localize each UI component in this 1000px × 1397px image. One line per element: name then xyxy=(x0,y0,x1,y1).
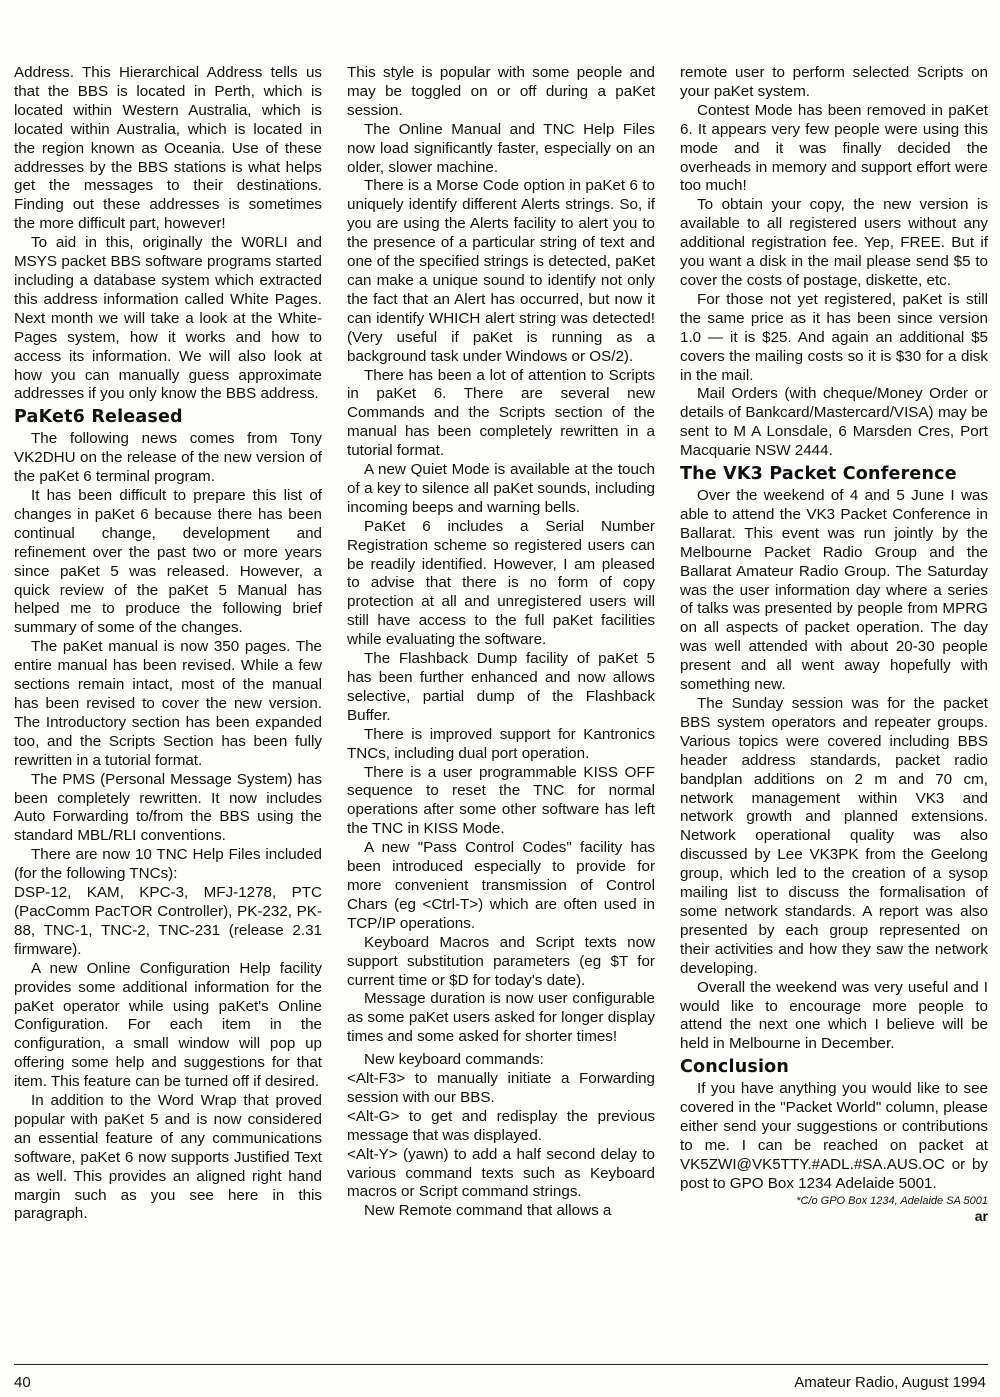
column-2 xyxy=(347,64,655,1221)
paragraph: PaKet 6 includes a Serial Number Registration scheme so registered users can be readily identified. However, I am pleased to advise that there is no form of copy protection at all and unregistered users will still have access to the full paKet facilities while evaluating the software. xyxy=(347,517,655,649)
paragraph: Keyboard Macros and Script texts now support substitution parameters (eg $T for current time or $D for today's date). xyxy=(347,933,655,989)
paragraph: Overall the weekend was very useful and I would like to encourage more people to attend the next one which I believe will be held in Melbourne in December. xyxy=(680,978,988,1053)
publication-info: Amateur Radio, August 1994 xyxy=(794,1374,986,1391)
paragraph: New Remote command that allows a xyxy=(364,1202,612,1220)
author-footnote: *C/o GPO Box 1234, Adelaide SA 5001 xyxy=(796,1194,988,1207)
section-heading-vk3-conference: The VK3 Packet Conference xyxy=(680,464,957,485)
paragraph: A new Quiet Mode is available at the touch of a key to silence all paKet sounds, including incoming beeps and warning bells. xyxy=(347,461,655,516)
paragraph: Address. This Hierarchical Address tells us that the BBS is located in Perth, which is located within Western Australia, which is located within Australia, which is located in the region known as Oceania. Use of these addresses by the BBS stations is what helps get the messages to their destinations. Finding out these addresses is sometimes the more difficult part, however! xyxy=(14,64,322,233)
paragraph: There are now 10 TNC Help Files included (for the following TNCs): xyxy=(14,846,322,883)
end-mark: ar xyxy=(974,1207,988,1224)
paragraph: Contest Mode has been removed in paKet 6. It appears very few people were using this mode and it was finally decided the overheads in memory and support effort were too much! xyxy=(680,101,988,195)
paragraph: The Sunday session was for the packet BBS system operators and repeater groups. Various topics were covered including BBS header address standards, packet radio bandplan additions on 2 m and 70 cm, network management within VK3 and network growth and planned extensions. Network operational quality was also discussed by Lee VK3PK from the Geelong group, which led to the creation of a sysop mailing list to discuss the formalisation of some network standards. A report was also presented by each group represented on their activities and how they saw the network developing. xyxy=(680,695,988,977)
paragraph: <Alt-F3> to manually initiate a Forwarding session with our BBS. xyxy=(347,1070,655,1106)
paragraph: Over the weekend of 4 and 5 June I was able to attend the VK3 Packet Conference in Ballarat. This event was run jointly by the Melbourne Packet Radio Group and the Ballarat Amateur Radio Group. The Saturday was the user information day where a series of talks was presented by people from MPRG on all aspects of packet operation. The day was well attended with about 20-30 people present and all went away hopefully with something new. xyxy=(680,487,988,694)
page-number: 40 xyxy=(14,1374,31,1391)
paragraph: The Flashback Dump facility of paKet 5 has been further enhanced and now allows selective, partial dump of the Flashback Buffer. xyxy=(347,650,655,724)
paragraph: There is a user programmable KISS OFF sequence to reset the TNC for normal operations after some other software has left the TNC in KISS Mode. xyxy=(347,763,655,838)
paragraph: The Online Manual and TNC Help Files now load significantly faster, especially on an older, slower machine. xyxy=(347,120,655,176)
paragraph: This style is popular with some people and may be toggled on or off during a paKet session. xyxy=(347,64,655,119)
footer-rule xyxy=(14,1364,988,1365)
paragraph: A new Online Configuration Help facility provides some additional information for the paKet operator while using paKet's Online Configuration. For each item in the configuration, a small window will pop up offering some help and suggestions for that item. This feature can be turned off if desired. xyxy=(14,959,322,1091)
paragraph: There has been a lot of attention to Scripts in paKet 6. There are several new Commands and the Scripts section of the manual has been completely rewritten in a tutorial format. xyxy=(347,366,655,460)
paragraph: There is a Morse Code option in paKet 6 to uniquely identify different Alerts strings. So, if you are using the Alerts facility to alert you to the presence of a particular string of text and one of the specified strings is detected, paKet can make a unique sound to identify not only the fact that an Alert has occurred, but now it can identify WHICH alert string was detected! (Very useful if paKet is running as a background task under Windows or OS/2). xyxy=(347,177,655,365)
paragraph: <Alt-Y> (yawn) to add a half second delay to various command texts such as Keyboard macros or Script command strings. xyxy=(347,1145,655,1201)
paragraph: New keyboard commands: xyxy=(364,1051,544,1069)
paragraph: If you have anything you would like to see covered in the "Packet World" column, please either send your suggestions or contributions to me. I can be reached on packet at VK5ZWI@VK5TTY.#ADL.#SA.AUS.OC or by post to GPO Box 1234 Adelaide 5001. xyxy=(680,1080,988,1192)
paragraph: It has been difficult to prepare this list of changes in paKet 6 because there has been continual change, development and refinement over the past two or more years since paKet 5 was released. However, a quick review of the paKet 5 Manual has helped me to produce the following brief summary of some of the changes. xyxy=(14,487,322,637)
paragraph: The following news comes from Tony VK2DHU on the release of the new version of the paKet 6 terminal program. xyxy=(14,430,322,486)
paragraph: There is improved support for Kantronics TNCs, including dual port operation. xyxy=(347,725,655,762)
paragraph: In addition to the Word Wrap that proved popular with paKet 5 and is now considered an essential feature of any communications software, paKet 6 now supports Justified Text as well. This provides an aligned right hand margin such as you see here in this paragraph. xyxy=(14,1092,322,1223)
paragraph: Mail Orders (with cheque/Money Order or details of Bankcard/Mastercard/VISA) may be sent to M A Lonsdale, 6 Marsden Cres, Port Macquarie NSW 2444. xyxy=(680,385,988,460)
column-3 xyxy=(680,64,988,1224)
paragraph: DSP-12, KAM, KPC-3, MFJ-1278, PTC (PacComm PacTOR Controller), PK-232, PK-88, TNC-1, TNC-2, TNC-231 (release 2.31 firmware). xyxy=(14,884,322,958)
paragraph: To aid in this, originally the W0RLI and MSYS packet BBS software programs started including a database system which extracted this address information called White Pages. Next month we will take a look at the White-Pages system, how it works and how to access its information. We will also look at how you can manually guess approximate addresses if you only know the BBS address. xyxy=(14,234,322,403)
paragraph: A new "Pass Control Codes" facility has been introduced especially to provide for more convenient transmission of Control Chars (eg <Ctrl-T>) which are often used in TCP/IP operations. xyxy=(347,839,655,932)
paragraph: Message duration is now user configurable as some paKet users asked for longer display times and some asked for shorter times! xyxy=(347,990,655,1046)
column-1 xyxy=(14,64,322,1224)
paragraph: For those not yet registered, paKet is still the same price as it has been since version 1.0 — it is $25. And again an additional $5 covers the mailing costs so it is $30 for a disk in the mail. xyxy=(680,290,988,384)
section-heading-conclusion: Conclusion xyxy=(680,1057,790,1078)
section-heading-paket6: PaKet6 Released xyxy=(14,407,183,428)
paragraph: To obtain your copy, the new version is available to all registered users without any additional registration fee. Yep, FREE. But if you want a disk in the mail please send $5 to cover the costs of postage, diskette, etc. xyxy=(680,196,988,289)
paragraph: The paKet manual is now 350 pages. The entire manual has been revised. While a few sections remain intact, most of the manual has been revised to cover the new version. The Introductory section has been expanded too, and the Scripts Section has been fully rewritten in a tutorial format. xyxy=(14,638,322,769)
paragraph: The PMS (Personal Message System) has been completely rewritten. It now includes Auto Forwarding to/from the BBS using the standard MBL/RLI conventions. xyxy=(14,770,322,845)
paragraph: <Alt-G> to get and redisplay the previous message that was displayed. xyxy=(347,1107,655,1144)
paragraph: remote user to perform selected Scripts on your paKet system. xyxy=(680,64,988,100)
